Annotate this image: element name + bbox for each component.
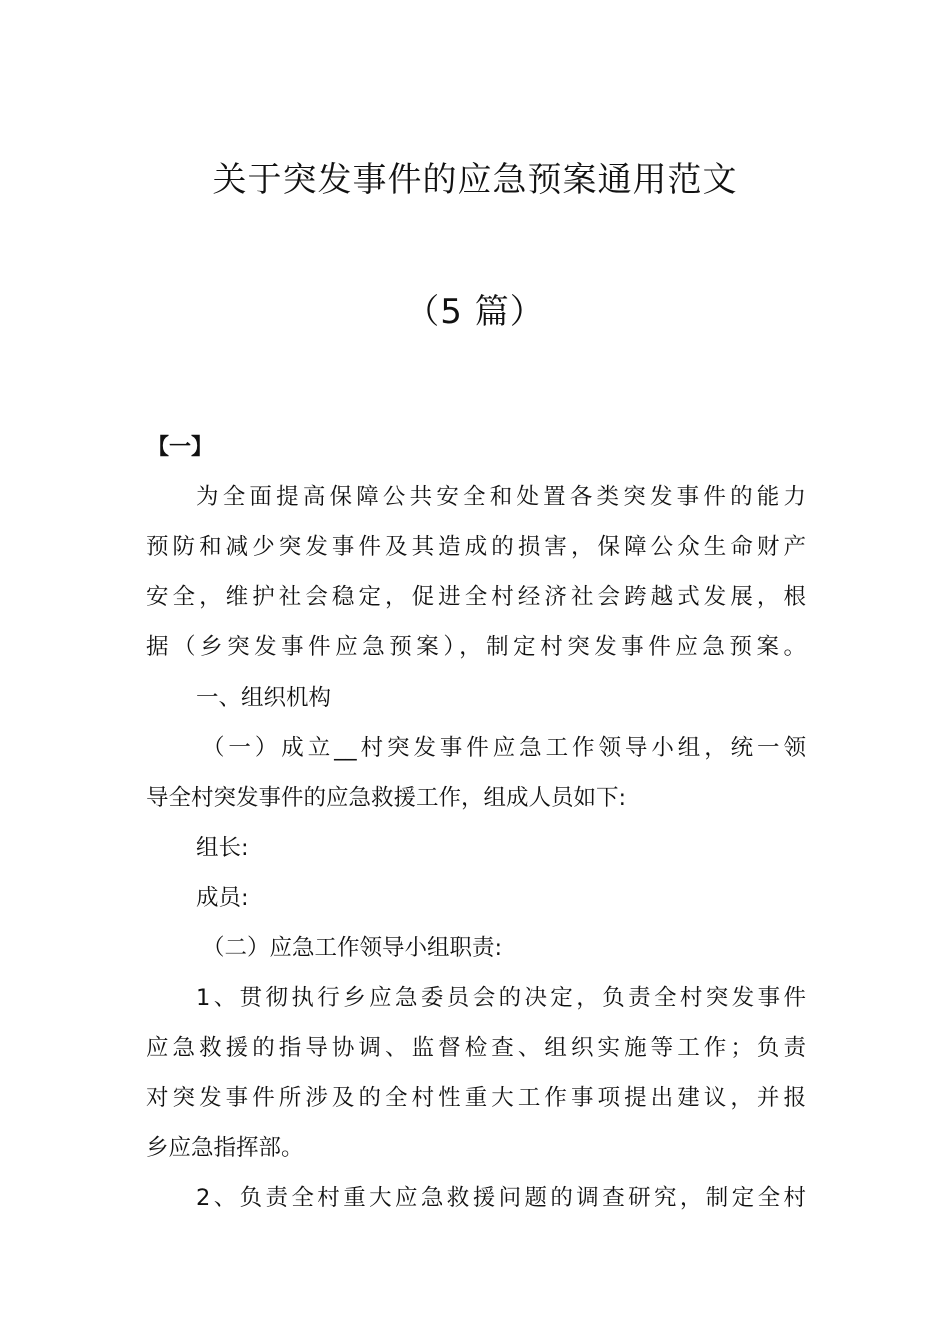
group-members-line: 成员: bbox=[196, 885, 249, 911]
paragraph-line: 2、负责全村重大应急救援问题的调查研究，制定全村 bbox=[196, 1185, 806, 1211]
section-heading: 【一】 bbox=[147, 435, 214, 460]
paragraph-line: 预防和减少突发事件及其造成的损害，保障公众生命财产 bbox=[146, 534, 806, 560]
document-title: 关于突发事件的应急预案通用范文 bbox=[212, 160, 738, 200]
paragraph-line: 应急救援的指导协调、监督检查、组织实施等工作；负责 bbox=[146, 1035, 806, 1061]
paragraph-line: 为全面提高保障公共安全和处置各类突发事件的能力 bbox=[196, 484, 806, 510]
paragraph-line: 据（乡突发事件应急预案），制定村突发事件应急预案。 bbox=[146, 634, 806, 660]
group-leader-line: 组长: bbox=[196, 835, 249, 861]
paragraph-line: 导全村突发事件的应急救援工作，组成人员如下: bbox=[146, 785, 627, 811]
paragraph-line: 乡应急指挥部。 bbox=[146, 1135, 304, 1161]
paragraph-line: 对突发事件所涉及的全村性重大工作事项提出建议，并报 bbox=[146, 1085, 806, 1111]
paragraph-line: 1、贯彻执行乡应急委员会的决定，负责全村突发事件 bbox=[196, 985, 806, 1011]
paragraph-line: （一）成立__村突发事件应急工作领导小组，统一领 bbox=[202, 735, 806, 761]
section-title: 一、组织机构 bbox=[196, 685, 332, 711]
subsection-title: （二）应急工作领导小组职责: bbox=[202, 935, 503, 961]
paragraph-line: 安全，维护社会稳定，促进全村经济社会跨越式发展，根 bbox=[146, 584, 806, 610]
document-subtitle: （5 篇） bbox=[405, 292, 545, 332]
